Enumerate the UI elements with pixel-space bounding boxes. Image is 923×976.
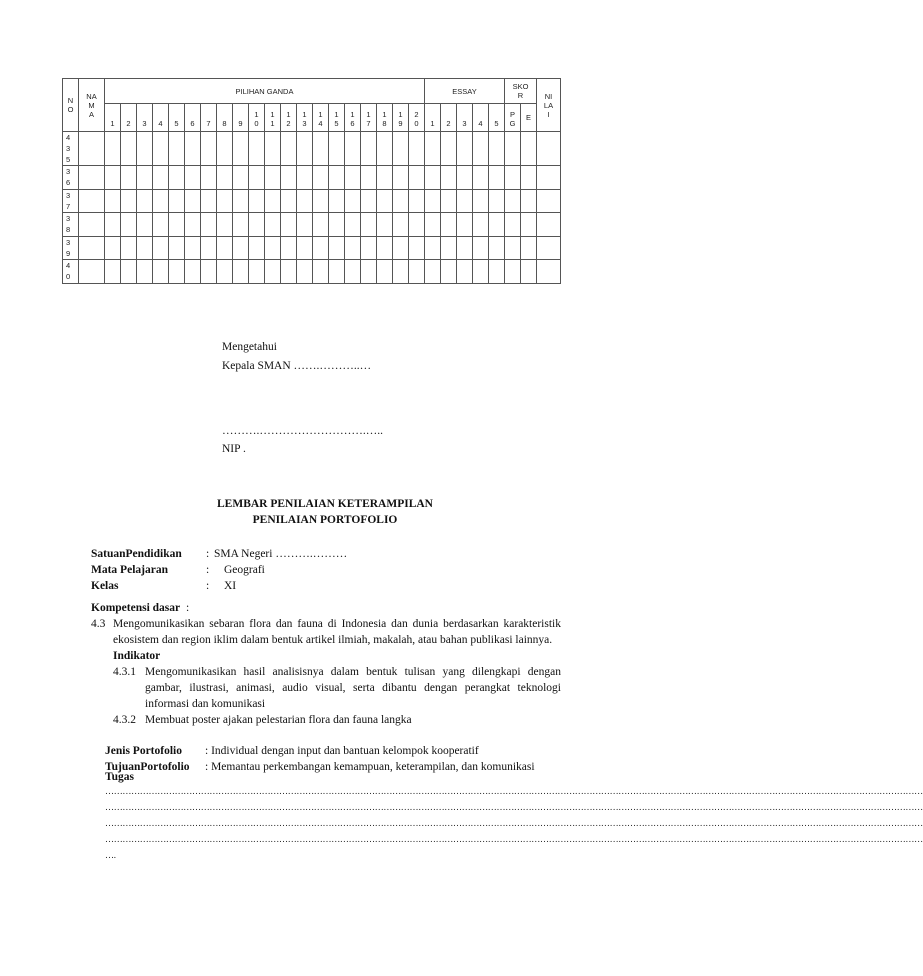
- essay-number: 1: [425, 104, 441, 132]
- table-cell: [79, 260, 105, 284]
- table-cell: [361, 236, 377, 260]
- table-cell: [361, 166, 377, 190]
- portfolio-value: : Individual dengan input dan bantuan kelompok kooperatif: [205, 745, 479, 757]
- indicator-line: Mengomunikasikan hasil analisisnya dalam bentuk tulisan yang dilengkapi dengan: [145, 666, 561, 678]
- table-cell: [505, 132, 521, 166]
- pg-number: 8: [217, 104, 233, 132]
- pg-number: 1: [105, 104, 121, 132]
- table-cell: [393, 213, 409, 237]
- table-cell: [121, 213, 137, 237]
- table-cell: [537, 213, 561, 237]
- table-cell: [521, 189, 537, 213]
- table-cell: [393, 236, 409, 260]
- table-cell: [281, 260, 297, 284]
- table-cell: [425, 236, 441, 260]
- identity-value: Geografi: [224, 564, 265, 576]
- signature-principal: Kepala SMAN …….………..…: [222, 360, 372, 372]
- document-title: [180, 496, 470, 528]
- table-cell: [169, 166, 185, 190]
- table-cell: [425, 132, 441, 166]
- pg-number: 6: [185, 104, 201, 132]
- table-cell: [249, 236, 265, 260]
- table-cell: [393, 189, 409, 213]
- table-cell: [409, 189, 425, 213]
- table-cell: [153, 166, 169, 190]
- pg-number: 1 8: [377, 104, 393, 132]
- skor-e: E: [521, 104, 537, 132]
- table-cell: [489, 189, 505, 213]
- row-number: 3 9: [63, 236, 79, 260]
- table-cell: [153, 260, 169, 284]
- table-cell: [361, 132, 377, 166]
- table-cell: [153, 213, 169, 237]
- table-cell: [217, 132, 233, 166]
- table-cell: [313, 213, 329, 237]
- table-cell: [137, 213, 153, 237]
- identity-sep: :: [206, 564, 210, 576]
- table-cell: [393, 166, 409, 190]
- table-cell: [297, 260, 313, 284]
- table-cell: [265, 166, 281, 190]
- competency-heading: Kompetensi dasar: [91, 602, 181, 614]
- table-cell: [185, 189, 201, 213]
- table-cell: [489, 132, 505, 166]
- table-cell: [169, 236, 185, 260]
- table-cell: [169, 132, 185, 166]
- table-cell: [233, 213, 249, 237]
- table-cell: [441, 132, 457, 166]
- table-cell: [393, 132, 409, 166]
- table-cell: [233, 189, 249, 213]
- tugas-heading: Tugas: [105, 771, 134, 783]
- table-cell: [249, 132, 265, 166]
- table-cell: [489, 236, 505, 260]
- table-cell: [297, 166, 313, 190]
- pg-number: 9: [233, 104, 249, 132]
- table-cell: [521, 166, 537, 190]
- table-cell: [281, 189, 297, 213]
- table-cell: [201, 260, 217, 284]
- table-cell: [201, 166, 217, 190]
- pg-number: 7: [201, 104, 217, 132]
- identity-value: SMA Negeri ……….………: [214, 548, 348, 560]
- table-cell: [105, 132, 121, 166]
- table-cell: [441, 189, 457, 213]
- table-cell: [345, 166, 361, 190]
- table-cell: [265, 260, 281, 284]
- table-cell: [345, 260, 361, 284]
- indicator-line: gambar, ilustrasi, animasi, audio visual, serta dibantu dengan perangkat teknologi: [145, 682, 561, 694]
- pg-number: 1 2: [281, 104, 297, 132]
- pg-number: 1 4: [313, 104, 329, 132]
- table-cell: [409, 166, 425, 190]
- indicator-line: Membuat poster ajakan pelestarian flora dan fauna langka: [145, 714, 412, 726]
- table-cell: [329, 189, 345, 213]
- table-cell: [409, 213, 425, 237]
- row-number: 4 3 5: [63, 132, 79, 166]
- table-row: [63, 236, 561, 260]
- indicator-line: informasi dan komunikasi: [145, 698, 266, 710]
- table-cell: [377, 213, 393, 237]
- table-cell: [297, 213, 313, 237]
- table-cell: [233, 166, 249, 190]
- tugas-line: …………………………………………………………………………………………………………………………………………………………………………………………………………………………………………………………: [105, 786, 923, 796]
- table-cell: [297, 189, 313, 213]
- table-cell: [249, 189, 265, 213]
- table-cell: [121, 260, 137, 284]
- essay-number: 5: [489, 104, 505, 132]
- identity-label: Kelas: [91, 580, 119, 592]
- identity-label: SatuanPendidikan: [91, 548, 182, 560]
- table-cell: [105, 236, 121, 260]
- table-cell: [441, 236, 457, 260]
- table-cell: [521, 213, 537, 237]
- table-row: [63, 189, 561, 213]
- table-cell: [425, 260, 441, 284]
- table-cell: [473, 132, 489, 166]
- table-cell: [217, 213, 233, 237]
- title-line1: LEMBAR PENILAIAN KETERAMPILAN: [217, 498, 433, 510]
- table-cell: [79, 236, 105, 260]
- table-cell: [313, 132, 329, 166]
- table-cell: [473, 236, 489, 260]
- grade-table: [62, 78, 561, 284]
- table-cell: [473, 260, 489, 284]
- table-cell: [521, 236, 537, 260]
- table-cell: [537, 236, 561, 260]
- table-cell: [377, 166, 393, 190]
- table-cell: [201, 236, 217, 260]
- table-cell: [137, 260, 153, 284]
- table-cell: [457, 260, 473, 284]
- table-cell: [473, 213, 489, 237]
- table-cell: [281, 132, 297, 166]
- row-number: 3 6: [63, 166, 79, 190]
- table-cell: [185, 260, 201, 284]
- table-cell: [377, 189, 393, 213]
- table-cell: [361, 260, 377, 284]
- essay-number: 4: [473, 104, 489, 132]
- pg-number: 2: [121, 104, 137, 132]
- table-cell: [281, 213, 297, 237]
- table-cell: [537, 260, 561, 284]
- table-cell: [425, 213, 441, 237]
- table-cell: [489, 260, 505, 284]
- table-cell: [105, 166, 121, 190]
- table-cell: [457, 132, 473, 166]
- table-cell: [313, 166, 329, 190]
- portfolio-label: TujuanPortofolio: [105, 761, 190, 773]
- pg-number: 1 6: [345, 104, 361, 132]
- table-cell: [505, 236, 521, 260]
- table-cell: [249, 166, 265, 190]
- header-essay: ESSAY: [425, 79, 505, 104]
- table-cell: [473, 166, 489, 190]
- table-cell: [409, 132, 425, 166]
- table-cell: [537, 189, 561, 213]
- title-line2: PENILAIAN PORTOFOLIO: [252, 514, 398, 526]
- table-cell: [121, 166, 137, 190]
- header-pilihan-ganda: PILIHAN GANDA: [105, 79, 425, 104]
- table-cell: [329, 236, 345, 260]
- table-cell: [473, 189, 489, 213]
- table-cell: [121, 189, 137, 213]
- portfolio-label: Jenis Portofolio: [105, 745, 182, 757]
- table-cell: [153, 236, 169, 260]
- table-cell: [409, 236, 425, 260]
- table-cell: [201, 213, 217, 237]
- table-cell: [489, 166, 505, 190]
- table-cell: [137, 132, 153, 166]
- table-cell: [265, 236, 281, 260]
- signature-block: [222, 339, 383, 457]
- table-cell: [265, 189, 281, 213]
- signature-line: ……….……………………….…..: [222, 425, 383, 437]
- table-cell: [457, 189, 473, 213]
- kd-text-line1: Mengomunikasikan sebaran flora dan fauna di Indonesia dan dunia berdasarkan karakteristik: [113, 618, 561, 630]
- tugas-line: …………………………………………………………………………………………………………………………………………………………………………………………………………………………………………………………: [105, 834, 923, 844]
- table-cell: [297, 236, 313, 260]
- table-cell: [233, 236, 249, 260]
- table-cell: [505, 166, 521, 190]
- table-cell: [345, 189, 361, 213]
- header-nilai: NI LA I: [537, 79, 561, 132]
- table-cell: [153, 132, 169, 166]
- pg-number: 1 1: [265, 104, 281, 132]
- table-cell: [377, 132, 393, 166]
- table-cell: [537, 166, 561, 190]
- table-cell: [409, 260, 425, 284]
- identity-sep: :: [206, 548, 210, 560]
- row-number: 3 7: [63, 189, 79, 213]
- table-cell: [185, 132, 201, 166]
- table-cell: [521, 260, 537, 284]
- table-cell: [201, 132, 217, 166]
- table-cell: [169, 213, 185, 237]
- competency-heading-row: [91, 600, 189, 616]
- table-cell: [297, 132, 313, 166]
- table-cell: [393, 260, 409, 284]
- signature-acknowledged: Mengetahui: [222, 341, 277, 353]
- tugas-last-line: ….: [105, 850, 116, 860]
- signature-nip: NIP .: [222, 443, 246, 455]
- table-cell: [345, 236, 361, 260]
- table-cell: [457, 166, 473, 190]
- table-cell: [137, 166, 153, 190]
- skor-pg: P G: [505, 104, 521, 132]
- table-cell: [489, 213, 505, 237]
- table-cell: [169, 260, 185, 284]
- table-cell: [153, 189, 169, 213]
- table-cell: [425, 166, 441, 190]
- kd-number: 4.3: [91, 618, 106, 630]
- table-cell: [361, 213, 377, 237]
- table-cell: [457, 213, 473, 237]
- table-cell: [281, 166, 297, 190]
- pg-number: 3: [137, 104, 153, 132]
- table-cell: [121, 236, 137, 260]
- table-row: [63, 132, 561, 166]
- table-cell: [105, 189, 121, 213]
- table-cell: [505, 213, 521, 237]
- table-cell: [441, 213, 457, 237]
- portfolio-value: : Memantau perkembangan kemampuan, keterampilan, dan komunikasi: [205, 761, 535, 773]
- table-cell: [377, 260, 393, 284]
- identity-label: Mata Pelajaran: [91, 564, 168, 576]
- table-cell: [79, 189, 105, 213]
- table-cell: [537, 132, 561, 166]
- table-header-row: [63, 79, 561, 104]
- competency-heading-colon: :: [186, 602, 190, 614]
- table-cell: [313, 260, 329, 284]
- table-cell: [377, 236, 393, 260]
- table-cell: [169, 189, 185, 213]
- table-cell: [329, 260, 345, 284]
- table-cell: [505, 189, 521, 213]
- indicator-number: 4.3.2: [113, 714, 136, 726]
- table-cell: [137, 189, 153, 213]
- table-cell: [185, 236, 201, 260]
- table-cell: [329, 132, 345, 166]
- table-cell: [425, 189, 441, 213]
- indicator-number: 4.3.1: [113, 666, 136, 678]
- pg-number: 1 0: [249, 104, 265, 132]
- pg-number: 1 3: [297, 104, 313, 132]
- table-cell: [361, 189, 377, 213]
- table-row: [63, 166, 561, 190]
- table-row: [63, 213, 561, 237]
- table-cell: [345, 132, 361, 166]
- essay-number: 3: [457, 104, 473, 132]
- indicator-heading: Indikator: [113, 650, 161, 662]
- header-skor: SKO R: [505, 79, 537, 104]
- tugas-line: …………………………………………………………………………………………………………………………………………………………………………………………………………………………………………………………: [105, 802, 923, 812]
- table-cell: [265, 213, 281, 237]
- table-cell: [121, 132, 137, 166]
- identity-sep: :: [206, 580, 210, 592]
- pg-number: 1 5: [329, 104, 345, 132]
- pg-number: 5: [169, 104, 185, 132]
- table-cell: [441, 260, 457, 284]
- table-cell: [185, 213, 201, 237]
- table-cell: [313, 189, 329, 213]
- table-cell: [79, 132, 105, 166]
- table-row: [63, 260, 561, 284]
- table-cell: [79, 166, 105, 190]
- table-cell: [313, 236, 329, 260]
- table-cell: [105, 213, 121, 237]
- kd-text-line2: ekosistem dan region iklim dalam bentuk artikel ilmiah, makalah, atau bahan publikasi lainnya.: [113, 634, 553, 646]
- header-nama: NA M A: [79, 79, 105, 132]
- row-number: 3 8: [63, 213, 79, 237]
- table-cell: [185, 166, 201, 190]
- essay-number: 2: [441, 104, 457, 132]
- table-cell: [233, 260, 249, 284]
- table-cell: [505, 260, 521, 284]
- table-cell: [217, 260, 233, 284]
- table-cell: [265, 132, 281, 166]
- table-cell: [201, 189, 217, 213]
- table-cell: [249, 260, 265, 284]
- table-cell: [457, 236, 473, 260]
- pg-number: 2 0: [409, 104, 425, 132]
- table-cell: [281, 236, 297, 260]
- table-cell: [521, 132, 537, 166]
- table-cell: [329, 166, 345, 190]
- table-cell: [249, 213, 265, 237]
- table-cell: [441, 166, 457, 190]
- pg-number: 4: [153, 104, 169, 132]
- pg-number: 1 7: [361, 104, 377, 132]
- table-cell: [329, 213, 345, 237]
- pg-number: 1 9: [393, 104, 409, 132]
- row-number: 4 0: [63, 260, 79, 284]
- header-no: N O: [63, 79, 79, 132]
- table-cell: [233, 132, 249, 166]
- table-cell: [345, 213, 361, 237]
- table-cell: [137, 236, 153, 260]
- tugas-line: …………………………………………………………………………………………………………………………………………………………………………………………………………………………………………………………: [105, 818, 923, 828]
- identity-value: XI: [224, 580, 237, 592]
- table-cell: [217, 236, 233, 260]
- table-subheader-row: [63, 104, 561, 132]
- table-cell: [217, 189, 233, 213]
- table-cell: [105, 260, 121, 284]
- table-cell: [217, 166, 233, 190]
- table-cell: [79, 213, 105, 237]
